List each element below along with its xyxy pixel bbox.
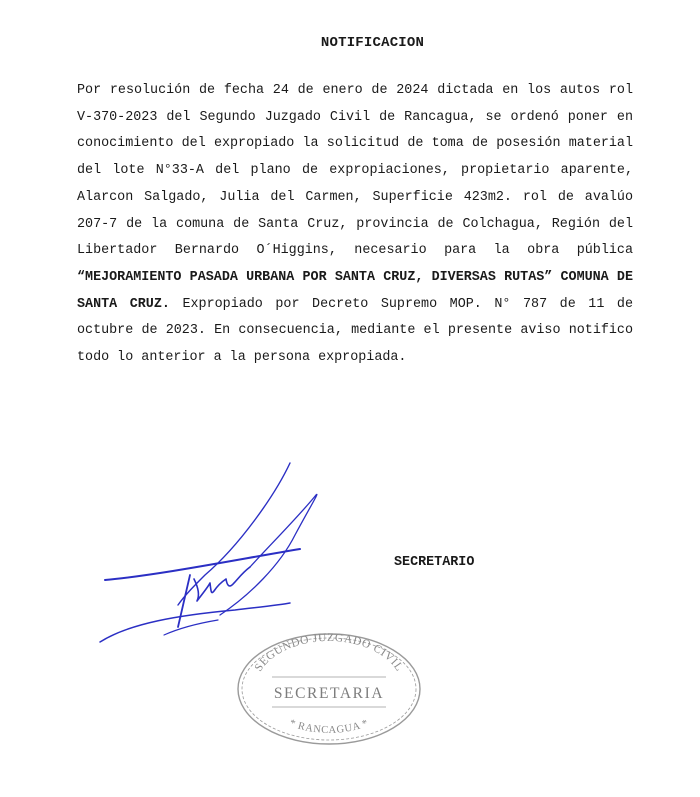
project-name-bold: “MEJORAMIENTO PASADA URBANA POR SANTA CRUZ, DIVERSAS RUTAS” COMUNA DE SANTA CRUZ. <box>77 269 633 312</box>
document-title: NOTIFICACION <box>320 35 425 51</box>
stamp-center-text: SECRETARIA <box>273 685 385 702</box>
paragraph-text-end: Expropiado por Decreto Supremo MOP. N° 787 de 11 de octubre de 2023. En consecuencia, mediante el presente aviso notifico todo lo anterior a la persona expropiada. <box>77 296 633 366</box>
notification-paragraph <box>77 78 633 372</box>
stamp-bottom-text: * RANCAGUA * <box>287 717 371 737</box>
stamp-top-text: SEGUNDO JUZGADO CIVIL <box>252 631 406 674</box>
signatory-role: SECRETARIO <box>394 555 475 570</box>
svg-text:* RANCAGUA * <box>288 718 370 736</box>
handwritten-signature <box>90 455 330 655</box>
svg-text:SEGUNDO JUZGADO CIVIL <box>253 632 406 674</box>
court-seal-stamp <box>234 630 424 748</box>
paragraph-text-start: Por resolución de fecha 24 de enero de 2024 dictada en los autos rol V-370-2023 del Segundo Juzgado Civil de Rancagua, se ordenó poner en conocimiento del expropiado la solicitud de toma de posesión material del lote N°33-A del plano de expropiaciones, propietario aparente, Alarcon Salgado, Julia del Carmen, Superficie 423m2. rol de avalúo 207-7 de la comuna de Santa Cruz, provincia de Colchagua, Región del Libertador Bernardo O´Higgins, necesario para la obra pública <box>77 83 633 259</box>
